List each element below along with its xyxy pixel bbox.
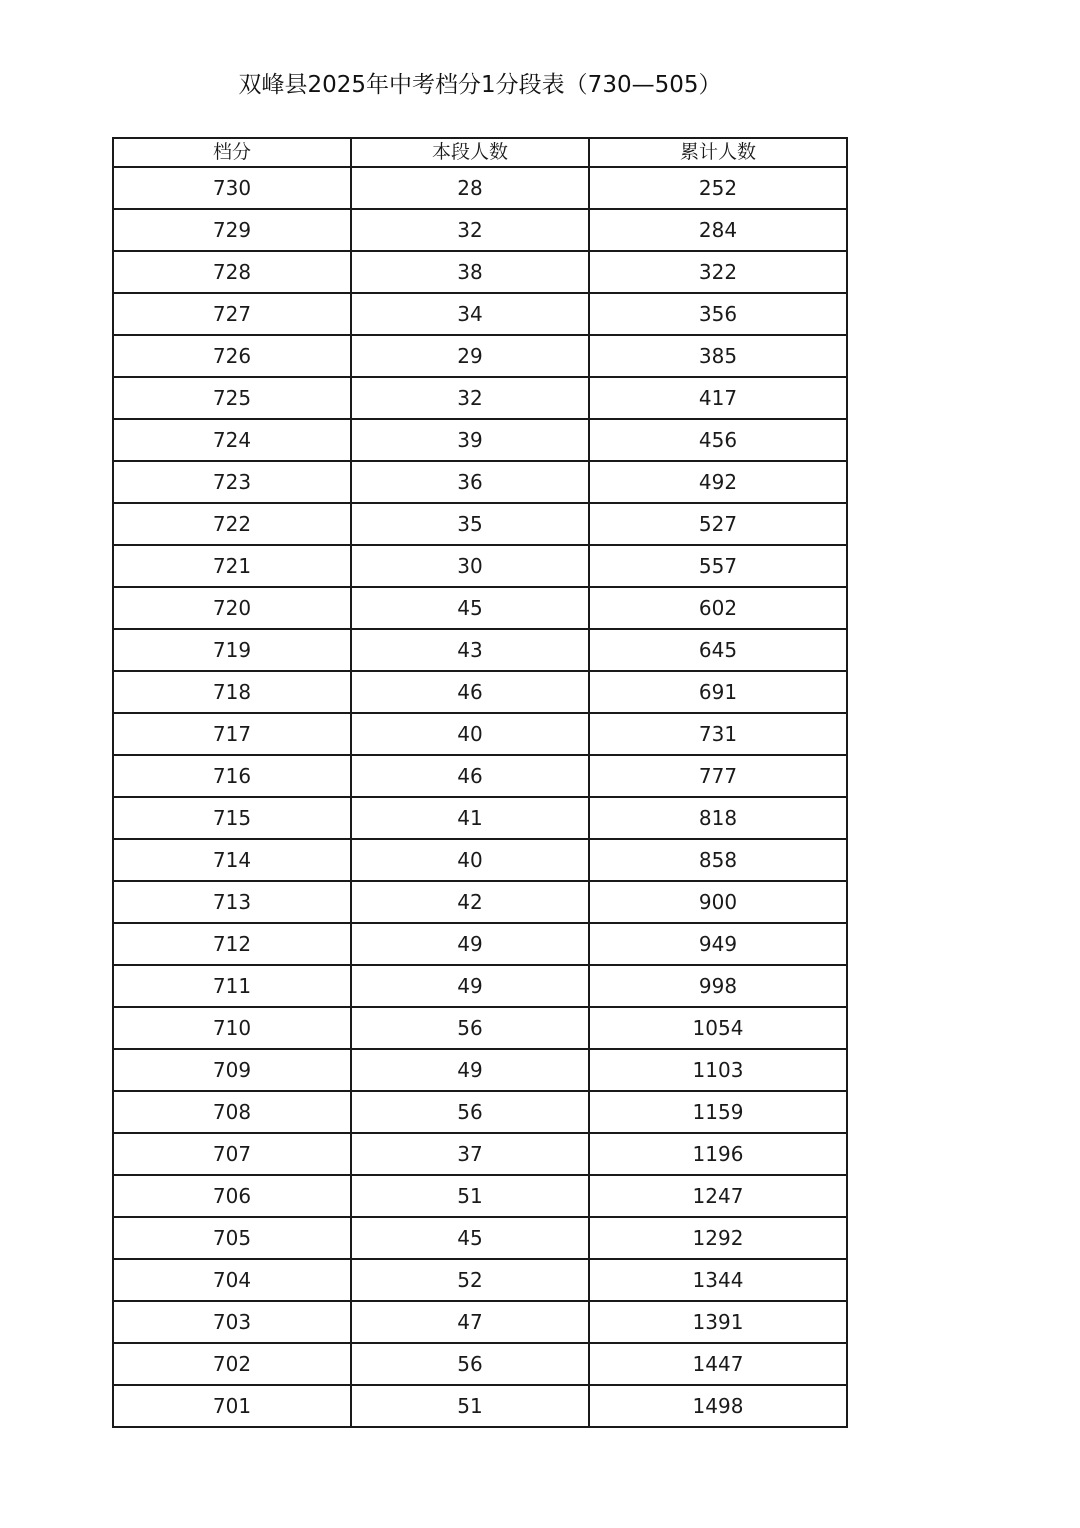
cumulative-count-cell: 1447: [589, 1343, 847, 1385]
cumulative-count-cell: 1103: [589, 1049, 847, 1091]
table-row: [113, 377, 847, 419]
segment-count-cell: 56: [351, 1091, 589, 1133]
table-row: [113, 1175, 847, 1217]
segment-count-cell: 38: [351, 251, 589, 293]
table-row: [113, 1343, 847, 1385]
segment-count-cell: 29: [351, 335, 589, 377]
table-row: [113, 839, 847, 881]
cumulative-count-cell: 385: [589, 335, 847, 377]
score-table: [112, 137, 848, 1428]
score-cell: 706: [113, 1175, 351, 1217]
table-row: [113, 671, 847, 713]
table-row: [113, 1301, 847, 1343]
table-header: [113, 138, 847, 167]
table-row: [113, 797, 847, 839]
score-cell: 710: [113, 1007, 351, 1049]
segment-count-cell: 32: [351, 377, 589, 419]
table-row: [113, 461, 847, 503]
table-row: [113, 1217, 847, 1259]
segment-count-cell: 46: [351, 671, 589, 713]
cumulative-count-cell: 602: [589, 587, 847, 629]
score-cell: 715: [113, 797, 351, 839]
cumulative-count-cell: 417: [589, 377, 847, 419]
cumulative-count-cell: 356: [589, 293, 847, 335]
table-body: [113, 167, 847, 1427]
score-cell: 717: [113, 713, 351, 755]
score-cell: 725: [113, 377, 351, 419]
table-row: [113, 1259, 847, 1301]
table-row: [113, 1091, 847, 1133]
cumulative-count-cell: 527: [589, 503, 847, 545]
segment-count-cell: 51: [351, 1175, 589, 1217]
cumulative-count-cell: 1391: [589, 1301, 847, 1343]
score-cell: 727: [113, 293, 351, 335]
cumulative-count-cell: 949: [589, 923, 847, 965]
segment-count-cell: 47: [351, 1301, 589, 1343]
score-cell: 728: [113, 251, 351, 293]
score-cell: 709: [113, 1049, 351, 1091]
segment-count-cell: 39: [351, 419, 589, 461]
table-row: [113, 629, 847, 671]
score-cell: 721: [113, 545, 351, 587]
segment-count-cell: 34: [351, 293, 589, 335]
page-title: 双峰县2025年中考档分1分段表（730—505）: [238, 72, 722, 98]
segment-count-cell: 45: [351, 1217, 589, 1259]
cumulative-count-cell: 252: [589, 167, 847, 209]
table-row: [113, 209, 847, 251]
cumulative-count-cell: 492: [589, 461, 847, 503]
table-row: [113, 587, 847, 629]
table-row: [113, 335, 847, 377]
segment-count-cell: 30: [351, 545, 589, 587]
segment-count-cell: 42: [351, 881, 589, 923]
score-cell: 723: [113, 461, 351, 503]
table-row: [113, 923, 847, 965]
cumulative-count-cell: 998: [589, 965, 847, 1007]
table-row: [113, 167, 847, 209]
segment-count-cell: 37: [351, 1133, 589, 1175]
cumulative-count-cell: 777: [589, 755, 847, 797]
segment-count-cell: 49: [351, 965, 589, 1007]
segment-count-cell: 28: [351, 167, 589, 209]
table-row: [113, 713, 847, 755]
segment-count-cell: 41: [351, 797, 589, 839]
score-cell: 707: [113, 1133, 351, 1175]
segment-count-cell: 40: [351, 713, 589, 755]
score-cell: 718: [113, 671, 351, 713]
segment-count-cell: 45: [351, 587, 589, 629]
score-cell: 719: [113, 629, 351, 671]
score-cell: 716: [113, 755, 351, 797]
table-row: [113, 1133, 847, 1175]
score-cell: 704: [113, 1259, 351, 1301]
header-row: [113, 138, 847, 167]
table-row: [113, 755, 847, 797]
score-cell: 720: [113, 587, 351, 629]
cumulative-count-cell: 557: [589, 545, 847, 587]
cumulative-count-cell: 1054: [589, 1007, 847, 1049]
segment-count-cell: 40: [351, 839, 589, 881]
cumulative-count-cell: 900: [589, 881, 847, 923]
segment-count-cell: 46: [351, 755, 589, 797]
cumulative-count-cell: 858: [589, 839, 847, 881]
cumulative-count-cell: 1292: [589, 1217, 847, 1259]
cumulative-count-cell: 818: [589, 797, 847, 839]
score-cell: 724: [113, 419, 351, 461]
segment-count-cell: 51: [351, 1385, 589, 1427]
segment-count-cell: 56: [351, 1343, 589, 1385]
score-cell: 730: [113, 167, 351, 209]
header-score: 档分: [113, 138, 351, 167]
cumulative-count-cell: 456: [589, 419, 847, 461]
cumulative-count-cell: 645: [589, 629, 847, 671]
table-row: [113, 1385, 847, 1427]
score-cell: 712: [113, 923, 351, 965]
table-row: [113, 419, 847, 461]
score-cell: 708: [113, 1091, 351, 1133]
table-row: [113, 251, 847, 293]
cumulative-count-cell: 1344: [589, 1259, 847, 1301]
cumulative-count-cell: 1159: [589, 1091, 847, 1133]
segment-count-cell: 32: [351, 209, 589, 251]
score-cell: 713: [113, 881, 351, 923]
table-row: [113, 965, 847, 1007]
segment-count-cell: 43: [351, 629, 589, 671]
cumulative-count-cell: 731: [589, 713, 847, 755]
table-row: [113, 545, 847, 587]
header-segment-count: 本段人数: [351, 138, 589, 167]
cumulative-count-cell: 1498: [589, 1385, 847, 1427]
cumulative-count-cell: 691: [589, 671, 847, 713]
cumulative-count-cell: 322: [589, 251, 847, 293]
cumulative-count-cell: 1196: [589, 1133, 847, 1175]
segment-count-cell: 52: [351, 1259, 589, 1301]
score-cell: 701: [113, 1385, 351, 1427]
score-cell: 711: [113, 965, 351, 1007]
score-cell: 729: [113, 209, 351, 251]
table-row: [113, 293, 847, 335]
segment-count-cell: 49: [351, 1049, 589, 1091]
table-row: [113, 881, 847, 923]
segment-count-cell: 49: [351, 923, 589, 965]
score-cell: 705: [113, 1217, 351, 1259]
score-cell: 726: [113, 335, 351, 377]
table-row: [113, 1049, 847, 1091]
score-cell: 722: [113, 503, 351, 545]
segment-count-cell: 36: [351, 461, 589, 503]
cumulative-count-cell: 1247: [589, 1175, 847, 1217]
header-cumulative-count: 累计人数: [589, 138, 847, 167]
segment-count-cell: 56: [351, 1007, 589, 1049]
table-row: [113, 503, 847, 545]
score-cell: 714: [113, 839, 351, 881]
table-row: [113, 1007, 847, 1049]
score-cell: 703: [113, 1301, 351, 1343]
segment-count-cell: 35: [351, 503, 589, 545]
score-cell: 702: [113, 1343, 351, 1385]
cumulative-count-cell: 284: [589, 209, 847, 251]
